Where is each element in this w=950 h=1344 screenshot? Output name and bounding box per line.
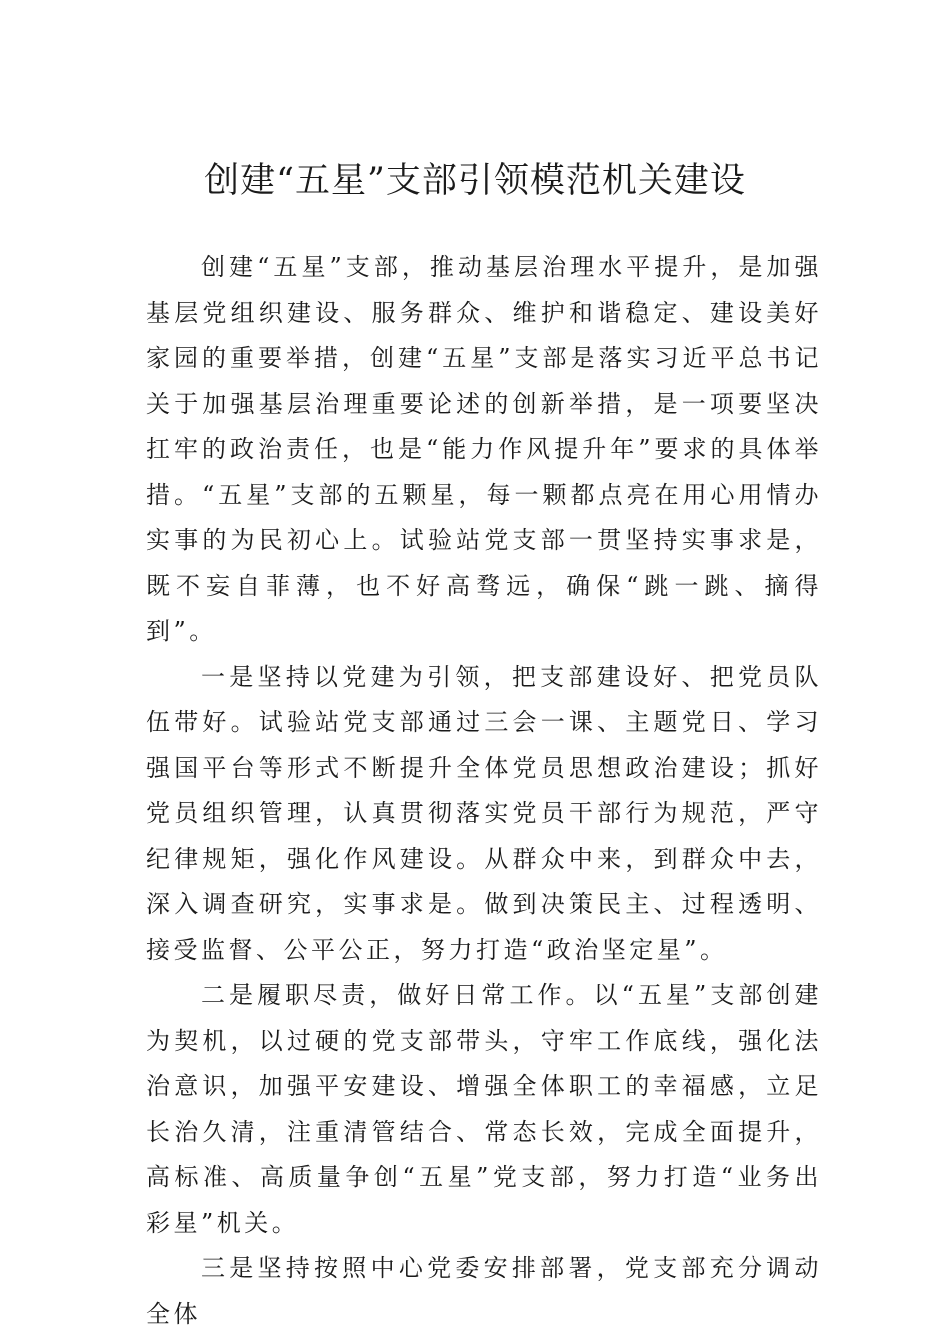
paragraph-second-point: 二是履职尽责，做好日常工作。以“五星”支部创建为契机，以过硬的党支部带头，守牢工作底线，强化法治意识，加强平安建设、增强全体职工的幸福感，立足长治久清，注重清管结合、常态长效，完成全面提升，高标准、高质量争创“五星”党支部，努力打造“业务出彩星”机关。 <box>146 981 822 1237</box>
paragraph-third-point: 三是坚持按照中心党委安排部署，党支部充分调动全体 <box>146 1254 822 1328</box>
document-title: 创建“五星”支部引领模范机关建设 <box>204 161 746 201</box>
document-body <box>146 245 822 1337</box>
paragraph-intro: 创建“五星”支部，推动基层治理水平提升，是加强基层党组织建设、服务群众、维护和谐稳定、建设美好家园的重要举措，创建“五星”支部是落实习近平总书记关于加强基层治理重要论述的创新举措，是一项要坚决扛牢的政治责任，也是“能力作风提升年”要求的具体举措。“五星”支部的五颗星，每一颗都点亮在用心用情办实事的为民初心上。试验站党支部一贯坚持实事求是，既不妄自菲薄，也不好高骛远，确保“跳一跳、摘得到”。 <box>146 253 822 645</box>
paragraph-first-point: 一是坚持以党建为引领，把支部建设好、把党员队伍带好。试验站党支部通过三会一课、主题党日、学习强国平台等形式不断提升全体党员思想政治建设；抓好党员组织管理，认真贯彻落实党员干部行为规范，严守纪律规矩，强化作风建设。从群众中来，到群众中去，深入调查研究，实事求是。做到决策民主、过程透明、接受监督、公平公正，努力打造“政治坚定星”。 <box>146 662 822 964</box>
